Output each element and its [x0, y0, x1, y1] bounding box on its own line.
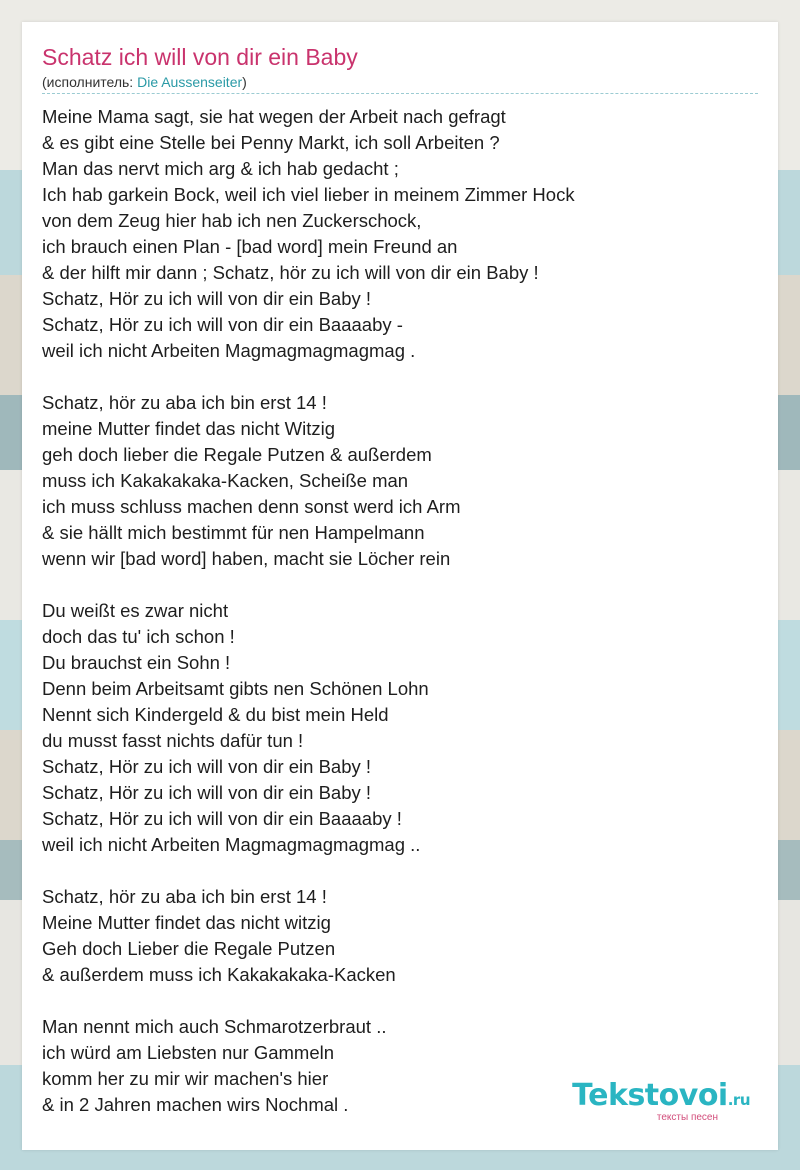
lyric-line: ich würd am Liebsten nur Gammeln — [42, 1042, 335, 1063]
lyric-line: Schatz, Hör zu ich will von dir ein Baby ! — [42, 782, 372, 803]
lyric-line: wenn wir [bad word] haben, macht sie Löcher rein — [42, 548, 451, 569]
lyric-line: weil ich nicht Arbeiten Magmagmagmagmag .. — [42, 834, 421, 855]
title-divider — [42, 93, 758, 94]
lyrics-body — [42, 104, 758, 1118]
lyric-line: & sie hällt mich bestimmt für nen Hampelmann — [42, 522, 425, 543]
lyric-line: ich brauch einen Plan - [bad word] mein Freund an — [42, 236, 458, 257]
lyric-line: & der hilft mir dann ; Schatz, hör zu ich will von dir ein Baby ! — [42, 262, 539, 283]
lyric-line: Geh doch Lieber die Regale Putzen — [42, 938, 336, 959]
lyric-line: muss ich Kakakakaka-Kacken, Scheiße man — [42, 470, 409, 491]
lyric-line: doch das tu' ich schon ! — [42, 626, 235, 647]
lyrics-stanza — [42, 390, 758, 572]
lyric-line: Nennt sich Kindergeld & du bist mein Held — [42, 704, 389, 725]
lyric-line: Schatz, Hör zu ich will von dir ein Baby ! — [42, 288, 372, 309]
lyric-line: & außerdem muss ich Kakakakaka-Kacken — [42, 964, 396, 985]
lyric-line: Schatz, hör zu aba ich bin erst 14 ! — [42, 886, 327, 907]
artist-line — [42, 73, 247, 91]
lyric-line: komm her zu mir wir machen's hier — [42, 1068, 329, 1089]
lyric-line: & in 2 Jahren machen wirs Nochmal . — [42, 1094, 349, 1115]
logo-subtitle: тексты песен — [656, 1112, 718, 1123]
lyric-line: Du weißt es zwar nicht — [42, 600, 229, 621]
logo-tld: .ru — [727, 1091, 750, 1109]
lyric-line: Schatz, Hör zu ich will von dir ein Baaaaby ! — [42, 808, 402, 829]
lyric-line: du musst fasst nichts dafür tun ! — [42, 730, 304, 751]
lyric-line: Schatz, Hör zu ich will von dir ein Baaaaby - — [42, 314, 403, 335]
lyric-line: ich muss schluss machen denn sonst werd ich Arm — [42, 496, 461, 517]
logo-wordmark: Tekstovoi — [572, 1078, 728, 1113]
lyric-line: Man das nervt mich arg & ich hab gedacht ; — [42, 158, 399, 179]
lyric-line: weil ich nicht Arbeiten Magmagmagmagmag . — [42, 340, 416, 361]
lyric-line: Man nennt mich auch Schmarotzerbraut .. — [42, 1016, 387, 1037]
artist-link[interactable]: Die Aussenseiter — [137, 74, 243, 90]
lyric-line: & es gibt eine Stelle bei Penny Markt, ich soll Arbeiten ? — [42, 132, 500, 153]
lyric-line: meine Mutter findet das nicht Witzig — [42, 418, 336, 439]
artist-suffix: ) — [242, 74, 247, 90]
lyric-line: Schatz, hör zu aba ich bin erst 14 ! — [42, 392, 327, 413]
lyrics-stanza — [42, 598, 758, 858]
artist-prefix: (исполнитель: — [42, 74, 138, 90]
lyric-line: Denn beim Arbeitsamt gibts nen Schönen Lohn — [42, 678, 429, 699]
lyric-line: Schatz, Hör zu ich will von dir ein Baby ! — [42, 756, 372, 777]
lyric-line: Ich hab garkein Bock, weil ich viel lieber in meinem Zimmer Hock — [42, 184, 575, 205]
lyrics-stanza — [42, 884, 758, 988]
lyric-line: Meine Mutter findet das nicht witzig — [42, 912, 331, 933]
lyrics-stanza — [42, 104, 758, 364]
lyric-line: Du brauchst ein Sohn ! — [42, 652, 231, 673]
lyrics-card — [22, 22, 778, 1150]
lyric-line: geh doch lieber die Regale Putzen & außerdem — [42, 444, 432, 465]
lyric-line: von dem Zeug hier hab ich nen Zuckerschock, — [42, 210, 422, 231]
lyric-line: Meine Mama sagt, sie hat wegen der Arbeit nach gefragt — [42, 106, 506, 127]
site-logo[interactable] — [572, 1080, 750, 1124]
song-title: Schatz ich will von dir ein Baby — [42, 44, 358, 70]
